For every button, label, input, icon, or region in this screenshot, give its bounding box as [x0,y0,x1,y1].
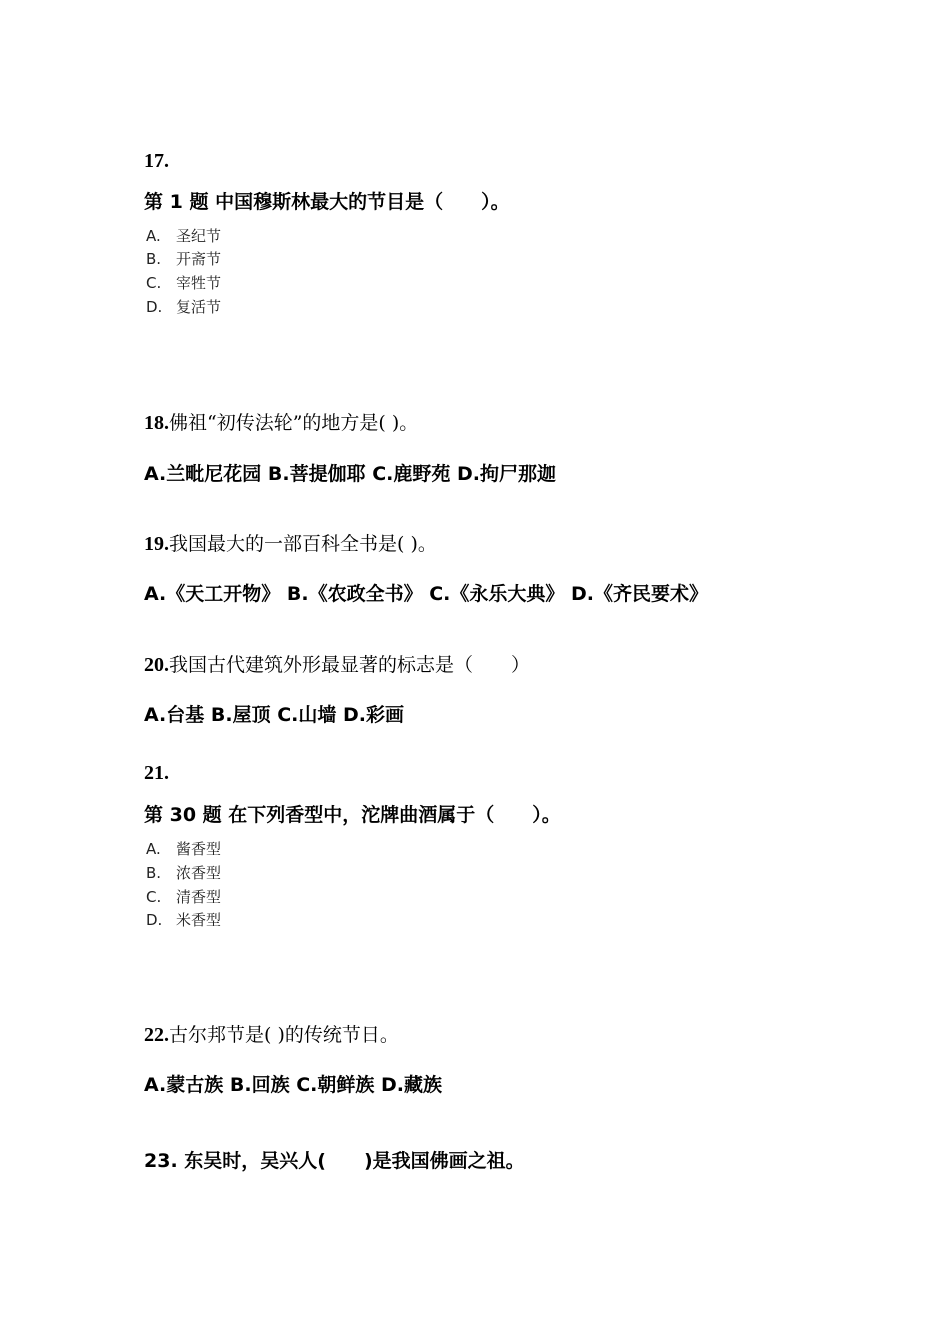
option-text: 复活节 [176,298,222,316]
option-letter: B. [146,864,162,882]
question-22 [144,1020,399,1047]
question-21-number: 21. [144,762,169,784]
question-22-answers: A.蒙古族 B.回族 C.朝鲜族 D.藏族 [144,1074,442,1096]
question-17-number: 17. [144,150,169,172]
question-18-text: 佛祖“初传法轮”的地方是( )。 [169,412,419,434]
option-text: 宰牲节 [176,274,222,292]
question-23: 23. 东吴时，吴兴人( )是我国佛画之祖。 [144,1150,525,1172]
question-17-option-c [146,272,221,293]
question-21-option-a [146,838,221,859]
option-letter: C. [146,274,162,292]
question-17-option-b [146,248,221,269]
question-22-number: 22. [144,1024,169,1046]
option-text: 酱香型 [176,840,222,858]
option-text: 开斋节 [176,250,222,268]
question-19-text: 我国最大的一部百科全书是( )。 [169,533,437,555]
question-19-answers: A.《天工开物》 B.《农政全书》 C.《永乐大典》 D.《齐民要术》 [144,583,708,605]
question-18-answers: A.兰毗尼花园 B.菩提伽耶 C.鹿野苑 D.拘尸那迦 [144,463,556,485]
question-20-answers: A.台基 B.屋顶 C.山墙 D.彩画 [144,704,404,726]
question-17-option-a [146,225,221,246]
question-21-option-d [146,909,221,930]
option-letter: B. [146,250,162,268]
question-22-text: 古尔邦节是( )的传统节日。 [169,1024,399,1046]
question-21-option-c [146,886,221,907]
option-text: 米香型 [176,911,222,929]
option-text: 浓香型 [176,864,222,882]
question-20-number: 20. [144,654,169,676]
option-letter: A. [146,227,161,245]
question-21-title: 第 30 题 在下列香型中，沱牌曲酒属于（ ）。 [144,804,561,826]
option-letter: C. [146,888,162,906]
option-letter: D. [146,298,163,316]
question-21-option-b [146,862,221,883]
question-19 [144,529,437,556]
question-17-option-d [146,296,221,317]
question-18 [144,408,418,435]
option-letter: D. [146,911,163,929]
question-18-number: 18. [144,412,169,434]
question-19-number: 19. [144,533,169,555]
option-letter: A. [146,840,161,858]
option-text: 清香型 [176,888,222,906]
question-20-text: 我国古代建筑外形最显著的标志是（ ） [169,654,531,676]
option-text: 圣纪节 [176,227,222,245]
question-17-title: 第 1 题 中国穆斯林最大的节目是（ ）。 [144,191,510,213]
question-20 [144,650,530,677]
